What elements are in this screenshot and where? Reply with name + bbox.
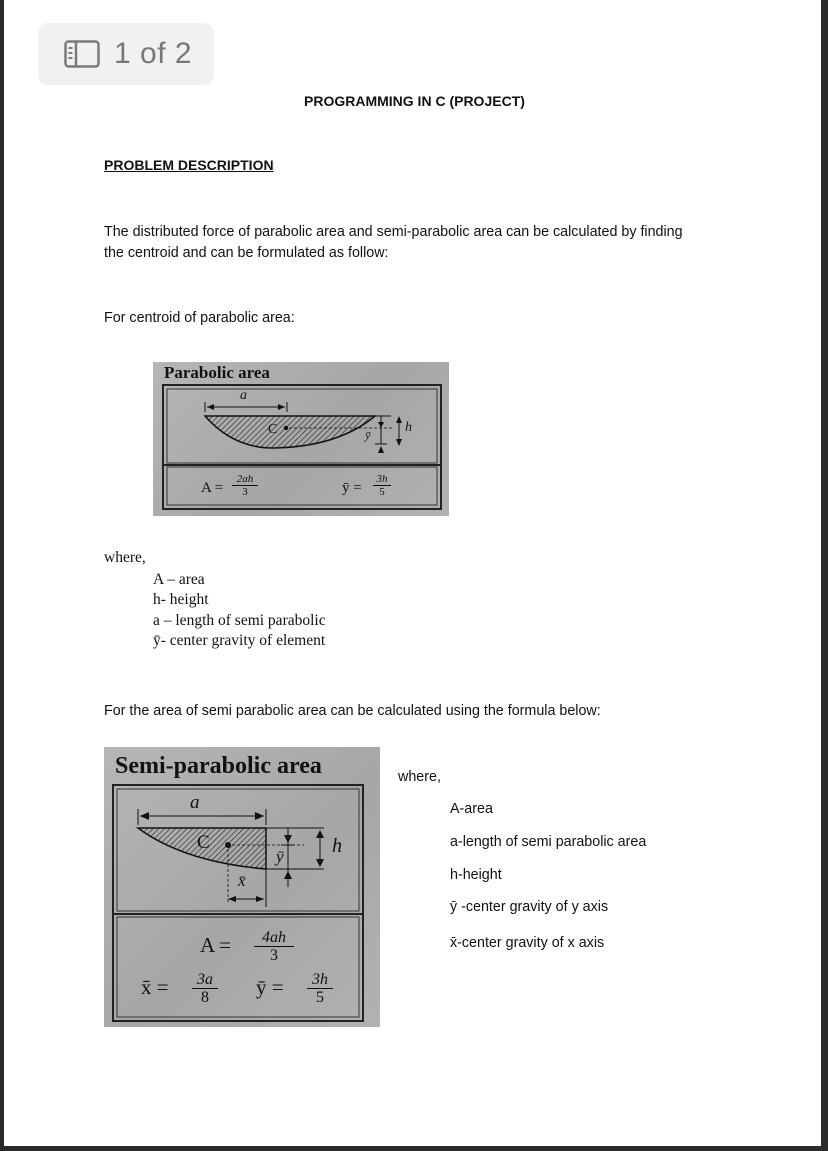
semi-area-formula-numerator: 4ah: [254, 929, 294, 947]
semi-dimension-a-label: a: [190, 792, 200, 813]
semi-xbar-formula-numerator: 3a: [192, 971, 218, 989]
semi-parabolic-intro: For the area of semi parabolic area can be calculated using the formula below:: [104, 703, 601, 719]
semi-var-item: x̄-center gravity of x axis: [450, 935, 605, 951]
semi-parabolic-area-figure: [104, 747, 380, 1027]
page-counter-label: 1 of 2: [114, 37, 193, 70]
semi-xbar-formula-lhs: x̄ =: [141, 975, 169, 999]
ybar-formula-numerator: 3h: [373, 473, 391, 486]
area-formula-numerator: 2ah: [232, 473, 258, 486]
parabolic-var-item: a – length of semi parabolic: [153, 612, 326, 629]
page-counter[interactable]: [38, 23, 214, 85]
where-label-semi: where,: [398, 769, 441, 785]
dimension-a-label: a: [240, 388, 247, 403]
section-heading: PROBLEM DESCRIPTION: [104, 157, 274, 173]
parabolic-var-item: h- height: [153, 591, 209, 608]
semi-area-formula-lhs: A =: [200, 933, 232, 957]
semi-var-item: A-area: [450, 801, 493, 817]
semi-ybar-dimension-label: ȳ: [276, 847, 284, 866]
where-label-parabolic: where,: [104, 549, 146, 566]
parabolic-intro: For centroid of parabolic area:: [104, 310, 295, 326]
parabolic-var-item: A – area: [153, 571, 205, 588]
intro-line-1: The distributed force of parabolic area and semi-parabolic area can be calculated by finding: [104, 224, 683, 240]
intro-paragraph: [104, 222, 744, 264]
semi-figure-title: Semi-parabolic area: [115, 753, 322, 779]
intro-line-2: the centroid and can be formulated as follow:: [104, 245, 389, 261]
semi-var-item: a-length of semi parabolic area: [450, 834, 647, 850]
semi-ybar-formula-numerator: 3h: [307, 971, 333, 989]
semi-centroid-c-label: C: [197, 832, 210, 853]
height-h-label: h: [405, 420, 412, 435]
sidebar-panel-icon: [64, 40, 100, 68]
area-formula-denominator: 3: [242, 486, 248, 498]
semi-var-item: ȳ -center gravity of y axis: [450, 899, 609, 915]
semi-var-item: h-height: [450, 867, 502, 883]
parabola-shape: [205, 416, 375, 448]
parabolic-area-figure: [153, 362, 449, 516]
ybar-dimension-label: ȳ: [365, 428, 371, 442]
semi-ybar-formula-lhs: ȳ =: [256, 975, 284, 999]
document-title: PROGRAMMING IN C (PROJECT): [304, 93, 525, 109]
parabolic-var-item: ȳ- center gravity of element: [153, 632, 326, 649]
semi-height-h-label: h: [332, 835, 342, 857]
parabolic-figure-title: Parabolic area: [164, 363, 270, 382]
area-formula-lhs: A =: [201, 480, 224, 496]
semi-area-formula-denominator: 3: [270, 947, 278, 964]
semi-xbar-formula-denominator: 8: [201, 989, 209, 1006]
ybar-formula-lhs: ȳ =: [342, 480, 362, 496]
document-page: [4, 0, 821, 1146]
ybar-formula-denominator: 5: [379, 486, 385, 498]
centroid-c-label: C: [268, 422, 278, 437]
semi-ybar-formula-denominator: 5: [316, 989, 324, 1006]
semi-xbar-dimension-label: x̄: [238, 871, 246, 890]
